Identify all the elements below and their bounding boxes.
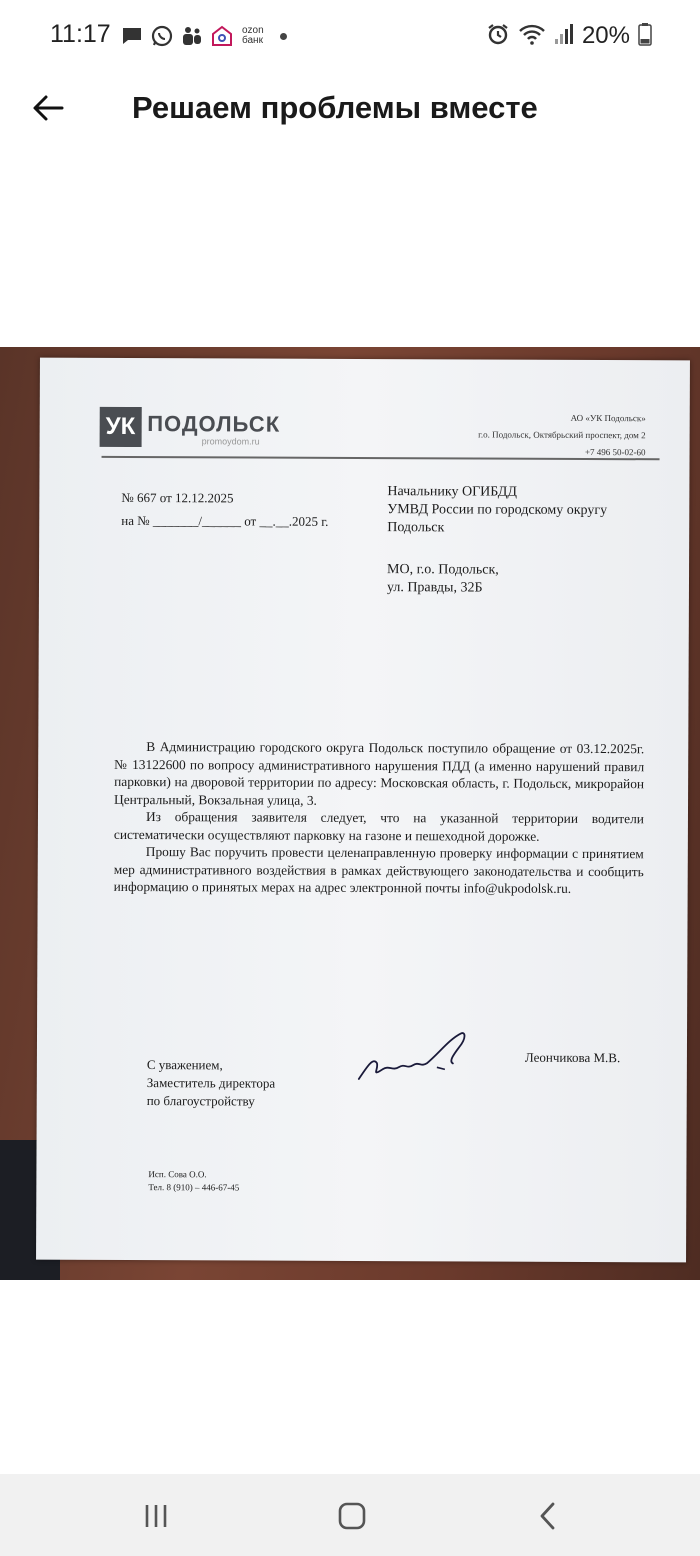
signature-block: [147, 1056, 276, 1111]
logo-site: promoydom.ru: [201, 436, 260, 447]
ozon-bank-icon: [210, 24, 234, 48]
reg-number: № 667 от 12.12.2025: [121, 489, 234, 506]
paragraph-2: Из обращения заявителя следует, что на указанной территории водители систематически осуществляют парковку на газоне и пешеходной дорожке.: [113, 809, 644, 844]
letter-body: [114, 738, 645, 898]
app-bar: [0, 72, 700, 152]
navigation-bar: [0, 1474, 700, 1556]
wifi-icon: [518, 22, 546, 51]
ozon-line1: ozon: [242, 25, 264, 36]
home-icon: [337, 1501, 367, 1531]
logo-uk: УК: [100, 407, 142, 447]
whatsapp-icon: [150, 24, 174, 48]
executor-block: [148, 1168, 239, 1194]
system-icons: [486, 22, 652, 50]
status-time: 11:17: [50, 20, 111, 48]
addressee-block: [387, 483, 657, 598]
registration-block: [121, 486, 328, 533]
chevron-left-icon: [537, 1501, 559, 1531]
closing: С уважением,: [146, 1057, 223, 1073]
notification-icons: [120, 22, 287, 50]
teams-icon: [180, 24, 204, 48]
addressee-line3: Подольск: [387, 520, 445, 536]
more-notifications-dot: [280, 33, 287, 40]
recent-apps-button[interactable]: [134, 1496, 178, 1536]
address-line2: ул. Правды, 32Б: [386, 580, 483, 596]
recent-apps-icon: [141, 1502, 171, 1530]
home-button[interactable]: [330, 1496, 374, 1536]
position-line1: Заместитель директора: [146, 1075, 276, 1091]
battery-icon: [638, 22, 652, 51]
executor-phone: Тел. 8 (910) – 446-67-45: [148, 1182, 240, 1193]
page-title: Решаем проблемы вместе: [132, 90, 538, 125]
battery-percent: 20%: [581, 22, 630, 49]
nav-back-button[interactable]: [526, 1496, 570, 1536]
org-name: АО «УК Подольск»: [570, 412, 646, 424]
message-icon: [120, 24, 144, 48]
logo-name: ПОДОЛЬСК: [147, 411, 281, 437]
letterhead-address: [478, 409, 646, 461]
signal-icon: [554, 23, 574, 50]
addressee-line1: Начальнику ОГИБДД: [387, 484, 517, 500]
alarm-icon: [486, 22, 510, 51]
ozon-line2: банк: [242, 35, 263, 46]
letter-document: [36, 358, 690, 1263]
reg-reply: на № _______/______ от __.__.2025 г.: [121, 512, 329, 529]
letter-photo[interactable]: [0, 347, 700, 1280]
back-button[interactable]: [28, 88, 68, 128]
paragraph-3: Прошу Вас поручить провести целенаправленную проверку информации с принятием мер административного воздействия в рамках действующего законодательства и сообщить информацию о принятых мерах на адрес электронной почты info@ukpodolsk.ru.: [113, 844, 644, 896]
executor-name: Исп. Сова О.О.: [148, 1169, 207, 1180]
status-bar: [0, 0, 700, 72]
address-line1: МО, г.о. Подольск,: [387, 562, 499, 578]
signer-name: Леончикова М.В.: [524, 1049, 621, 1066]
position-line2: по благоустройству: [146, 1093, 255, 1109]
arrow-left-icon: [32, 94, 64, 122]
handwritten-signature: [353, 1027, 473, 1093]
paragraph-1: В Администрацию городского округа Подольск поступило обращение от 03.12.2025г. № 13122600 по вопросу административного нарушения ПДД (а именно нарушений правил парковки) на дворовой территории по адресу: Московская область, г. Подольск, микрорайон Центральный, Вокзальная улица, 3.: [114, 739, 645, 808]
addressee-line2: УМВД России по городскому округу: [387, 502, 608, 519]
company-logo: [100, 406, 281, 449]
org-phone: +7 496 50-02-60: [584, 446, 646, 458]
ozon-label: [242, 26, 264, 46]
org-address: г.о. Подольск, Октябрьский проспект, дом 2: [478, 429, 646, 441]
